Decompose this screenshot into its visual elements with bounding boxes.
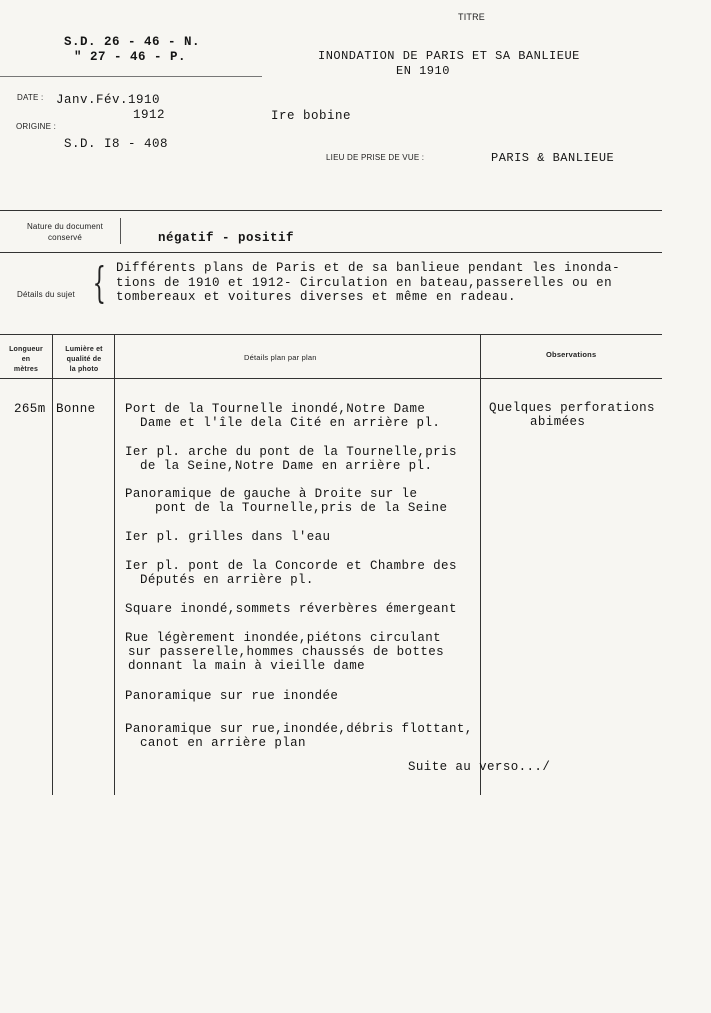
plan-entry: Ier pl. arche du pont de la Tournelle,pris de la Seine,Notre Dame en arrière pl. [125, 445, 457, 473]
plan-entry: Rue légèrement inondée,piétons circulant sur passerelle,hommes chaussés de bottes donnant la main à vieille dame [125, 631, 445, 673]
column-header-observations: Observations [546, 350, 597, 359]
plan-entry: Panoramique sur rue,inondée,débris flottant, canot en arrière plan [125, 722, 473, 750]
subject-brace: { [92, 258, 107, 307]
bobine-label: Ire bobine [271, 109, 352, 123]
details-sujet-label: Détails du sujet [17, 290, 75, 299]
plan-entry: Port de la Tournelle inondé,Notre Dame Dame et l'île dela Cité en arrière pl. [125, 402, 441, 430]
column-header-details: Détails plan par plan [244, 353, 317, 362]
reference-number-positive: " 27 - 46 - P. [74, 50, 187, 64]
plan-entry: Square inondé,sommets réverbères émergeant [125, 602, 457, 616]
origine-value: S.D. I8 - 408 [64, 137, 169, 151]
nature-label: Nature du document conservé [26, 222, 104, 242]
longueur-value: 265m [14, 402, 46, 416]
lieu-value: PARIS & BANLIEUE [491, 151, 615, 165]
column-header-lumiere: Lumière et qualité de la photo [65, 346, 103, 373]
document-title-line1: INONDATION DE PARIS ET SA BANLIEUE [318, 49, 580, 63]
plan-entry: Ier pl. grilles dans l'eau [125, 530, 331, 544]
date-label: DATE : [17, 93, 44, 102]
titre-label: TITRE [458, 12, 485, 22]
column-header-longueur: Longueur en mètres [9, 346, 43, 373]
date-value: Janv.Fév.1910 [56, 93, 161, 107]
plan-entry: Panoramique sur rue inondée [125, 689, 339, 703]
origine-label: ORIGINE : [16, 122, 57, 131]
plan-entry: Panoramique de gauche à Droite sur le pont de la Tournelle,pris de la Seine [125, 487, 448, 515]
date-value-second: 1912 [133, 108, 166, 122]
lieu-label: LIEU DE PRISE DE VUE : [326, 153, 425, 162]
document-title-line2: EN 1910 [396, 64, 450, 78]
subject-description: Différents plans de Paris et de sa banlieue pendant les inonda- tions de 1910 et 1912- Circulation en bateau,passerelles ou en tombereaux et voitures diverses et même en radeau. [116, 261, 621, 304]
lumiere-value: Bonne [56, 402, 96, 416]
plan-entry: Ier pl. pont de la Concorde et Chambre des Députés en arrière pl. [125, 559, 457, 587]
observations-value: Quelques perforations abimées [489, 401, 655, 429]
nature-value: négatif - positif [158, 231, 295, 245]
suite-au-verso: Suite au verso.../ [408, 760, 551, 774]
reference-number-negative: S.D. 26 - 46 - N. [64, 35, 201, 49]
